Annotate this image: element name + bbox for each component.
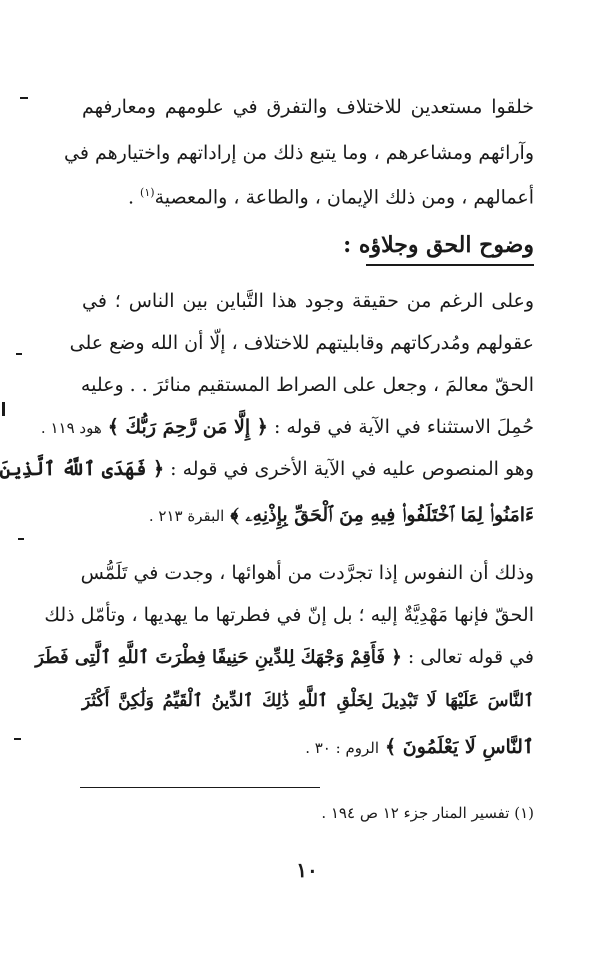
page-number: ١٠ <box>296 858 318 882</box>
margin-mark <box>2 402 5 416</box>
margin-mark <box>20 97 28 99</box>
section-heading: وضوح الحق وجلاؤه : <box>343 232 534 258</box>
body-line: أعمالهم ، ومن ذلك الإيمان ، والطاعة ، والمعصية$^{(١)}$ . <box>127 186 534 209</box>
quran-verse: ءَامَنُوا۟ لِمَا ٱخْتَلَفُوا۟ فِيهِ مِنَ ٱلْحَقِّ بِإِذْنِهِۦ ﴾ <box>230 504 534 526</box>
footnote-reference: (١) <box>140 186 155 199</box>
body-text: في قوله تعالى : <box>407 646 534 668</box>
body-text: وهو المنصوص عليه في الآية الأخرى في قوله : <box>170 458 534 480</box>
body-line <box>35 644 534 671</box>
body-line: عقولهم ومُدركاتهم وقابليتهم للاختلاف ، إلّا أن الله وضع على <box>69 332 534 354</box>
quran-verse: ﴿ فَأَقِمْ وَجْهَكَ لِلدِّينِ حَنِيفًا فِطْرَتَ ٱللَّهِ ٱلَّتِى فَطَرَ <box>35 647 402 668</box>
body-line <box>0 456 534 482</box>
body-line: وعلى الرغم من حقيقة وجود هذا التَّباين بين الناس ؛ في <box>82 290 534 312</box>
quran-verse-line <box>82 688 534 714</box>
verse-reference: الروم : ٣٠ . <box>305 739 379 757</box>
verse-reference: هود ١١٩ . <box>40 419 102 437</box>
margin-mark <box>16 353 22 355</box>
body-line: الحقّ معالمَ ، وجعل على الصراط المستقيم منائرَ . . وعليه <box>80 374 534 396</box>
footnote-divider <box>80 787 320 788</box>
body-line <box>82 502 534 529</box>
body-line <box>82 734 534 761</box>
quran-verse: ٱلنَّاسَ عَلَيْهَا لَا تَبْدِيلَ لِخَلْقِ ٱللَّهِ ذَٰلِكَ ٱلدِّينُ ٱلْقَيِّمُ وَلَٰكِنَّ أَكْثَرَ <box>82 691 534 711</box>
body-text: أعمالهم ، ومن ذلك الإيمان ، والطاعة ، والمعصية <box>154 186 534 209</box>
body-line: الحقّ فإنها مَهْدِيَّةٌ إليه ؛ بل إنّ في فطرتها ما يهديها ، وتأمّل ذلك <box>44 604 534 626</box>
heading-underline <box>366 264 534 266</box>
body-line: خلقوا مستعدين للاختلاف والتفرق في علومهم ومعارفهم <box>82 96 534 118</box>
body-line: وآرائهم ومشاعرهم ، وما يتبع ذلك من إراداتهم واختيارهم في <box>64 142 534 164</box>
body-text: حُمِلَ الاستثناء في الآية في قوله : <box>273 416 534 438</box>
margin-mark <box>14 738 21 740</box>
footnote: (١) تفسير المنار جزء ١٢ ص ١٩٤ . <box>321 804 534 822</box>
margin-mark <box>18 538 24 540</box>
quran-verse: ﴿ إِلَّا مَن رَّحِمَ رَبُّكَ ﴾ <box>107 416 268 438</box>
body-line: وذلك أن النفوس إذا تجرَّدت من أهوائها ، وجدت في تَلَمُّس <box>80 562 534 584</box>
quran-verse: ٱلنَّاسِ لَا يَعْلَمُونَ ﴾ <box>385 736 534 758</box>
verse-reference: البقرة ٢١٣ . <box>148 507 225 525</box>
quran-verse: ﴿ فَهَدَى ٱللَّهُ ٱلَّذِينَ <box>0 458 165 480</box>
body-line <box>40 414 534 441</box>
